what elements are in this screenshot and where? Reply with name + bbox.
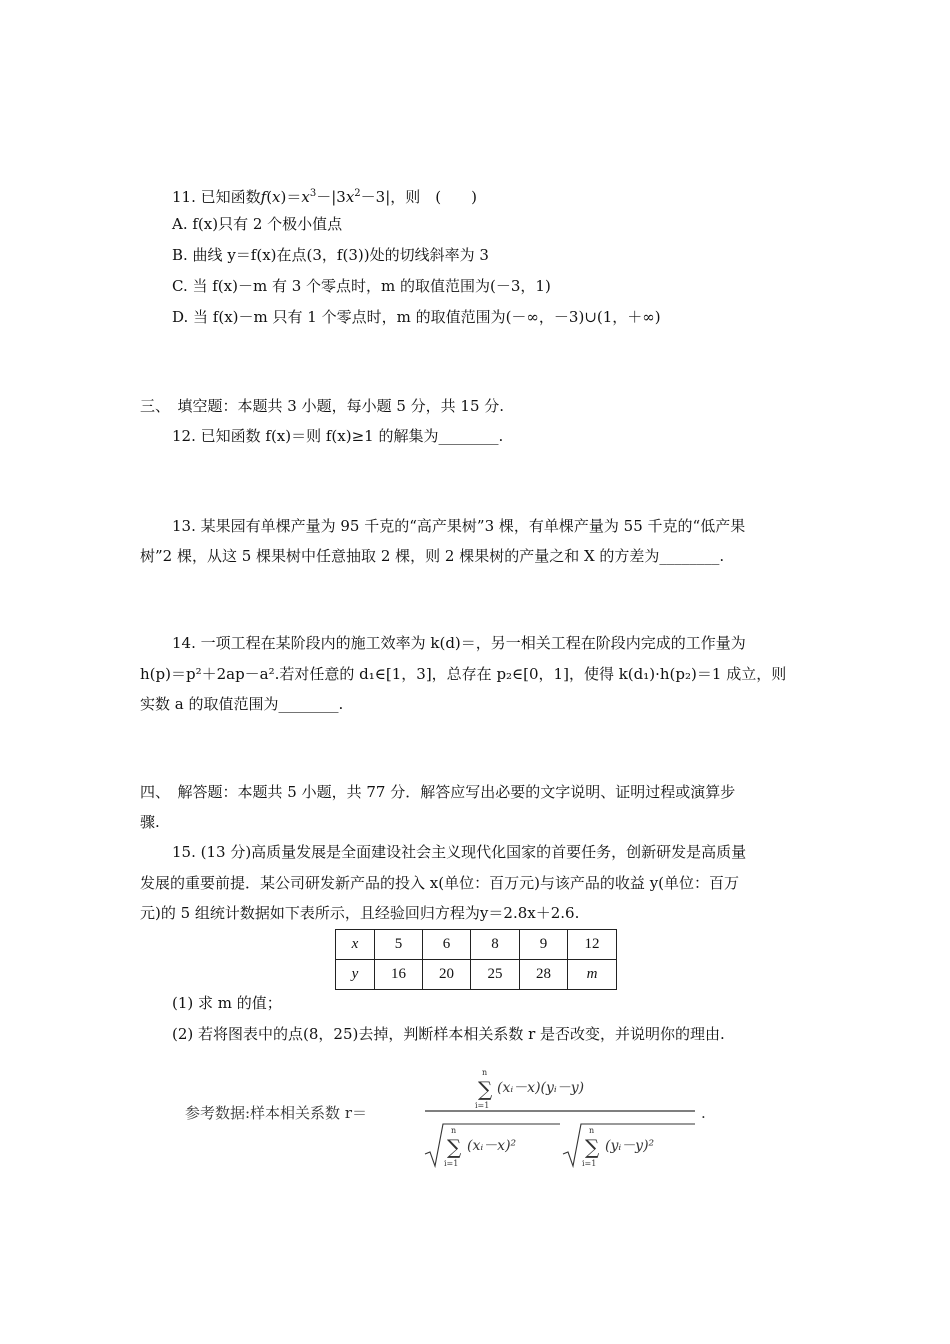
q11-f: f: [260, 188, 267, 206]
q11-x: x: [272, 188, 281, 206]
q15-part2: (2) 若将图表中的点(8，25)去掉，判断样本相关系数 r 是否改变，并说明你的理由.: [172, 1025, 725, 1043]
q11-stem: 11. 已知函数$f(x)=x^3-|3x^2-3|$，则 ( ): [172, 188, 477, 206]
q12: 12. 已知函数 f(x)＝则 f(x)≥1 的解集为________.: [172, 427, 504, 445]
q14-line3: 实数 a 的取值范围为________.: [140, 695, 344, 713]
table-cell: 16: [375, 960, 423, 990]
q15-line1: 15. (13 分)高质量发展是全面建设社会主义现代化国家的首要任务，创新研发是高质量: [172, 843, 747, 861]
q11-option-b: B. 曲线 y＝f(x)在点(3，f(3))处的切线斜率为 3: [172, 246, 489, 264]
table-cell: 20: [423, 960, 471, 990]
table-row: [336, 930, 617, 960]
section4-line1: 四、 解答题：本题共 5 小题，共 77 分．解答应写出必要的文字说明、证明过程或演算步: [140, 783, 736, 801]
q11-option-c: C. 当 f(x)－m 有 3 个零点时，m 的取值范围为(－3，1): [172, 277, 551, 295]
q11-eq: )＝: [280, 188, 302, 206]
q11-x2: x: [345, 188, 355, 206]
sum-upper: n: [482, 1068, 488, 1077]
correlation-formula: [185, 1066, 725, 1176]
table-cell: 9: [520, 930, 568, 960]
table-cell: 12: [568, 930, 617, 960]
table-cell: 6: [423, 930, 471, 960]
q11-option-d: D. 当 f(x)－m 只有 1 个零点时，m 的取值范围为(－∞，－3)∪(1，＋∞): [172, 308, 661, 326]
formula-end: .: [701, 1104, 706, 1122]
q11-tail: －3|，则 ( ): [360, 188, 477, 206]
denominator-right: (yᵢ－y)²: [605, 1138, 655, 1154]
formula-label: 参考数据:样本相关系数 r＝: [185, 1104, 367, 1122]
table-header-y: y: [336, 960, 375, 990]
q11-option-a: A. f(x)只有 2 个极小值点: [172, 215, 343, 233]
sum-right-upper: n: [589, 1126, 595, 1135]
q15-line2: 发展的重要前提．某公司研发新产品的投入 x(单位：百万元)与该产品的收益 y(单位：百万: [140, 874, 740, 892]
sum-icon: ∑: [478, 1077, 493, 1101]
table-row: [336, 960, 617, 990]
q15-line3: 元)的 5 组统计数据如下表所示，且经验回归方程为y＝2.8x＋2.6.: [140, 904, 580, 922]
q15-part1: (1) 求 m 的值；: [172, 994, 282, 1012]
sum-icon-right: ∑: [585, 1135, 600, 1159]
q14-line1: 14. 一项工程在某阶段内的施工效率为 k(d)＝，另一相关工程在阶段内完成的工作量为: [172, 634, 746, 652]
numerator-text: (xᵢ－x)(yᵢ－y): [497, 1080, 585, 1096]
q11-minus: －|3: [316, 188, 346, 206]
q13-line2: 树”2 棵，从这 5 棵果树中任意抽取 2 棵，则 2 棵果树的产量之和 X 的方差为________.: [140, 547, 725, 565]
data-table: [335, 929, 617, 990]
table-cell: m: [568, 960, 617, 990]
sum-left-upper: n: [451, 1126, 457, 1135]
table-cell: 28: [520, 960, 568, 990]
table-header-x: x: [336, 930, 375, 960]
q11-stem-prefix: 11. 已知函数: [172, 188, 261, 206]
sum-left-lower: i=1: [444, 1159, 459, 1168]
q14-line2: h(p)＝p²＋2ap－a².若对任意的 d₁∈[1，3]，总存在 p₂∈[0，1]，使得 k(d₁)·h(p₂)＝1 成立，则: [140, 665, 787, 683]
sum-lower: i=1: [475, 1101, 490, 1110]
table-cell: 5: [375, 930, 423, 960]
sum-right-lower: i=1: [582, 1159, 597, 1168]
denominator-left: (xᵢ－x)²: [467, 1138, 517, 1154]
section3-heading: 三、 填空题：本题共 3 小题，每小题 5 分，共 15 分.: [140, 397, 505, 415]
sum-icon-left: ∑: [447, 1135, 462, 1159]
q11-x3: x: [301, 188, 310, 206]
q13-line1: 13. 某果园有单棵产量为 95 千克的“高产果树”3 棵，有单棵产量为 55 千克的“低产果: [172, 517, 746, 535]
table-cell: 25: [471, 960, 520, 990]
table-cell: 8: [471, 930, 520, 960]
section4-line2: 骤.: [140, 813, 160, 831]
